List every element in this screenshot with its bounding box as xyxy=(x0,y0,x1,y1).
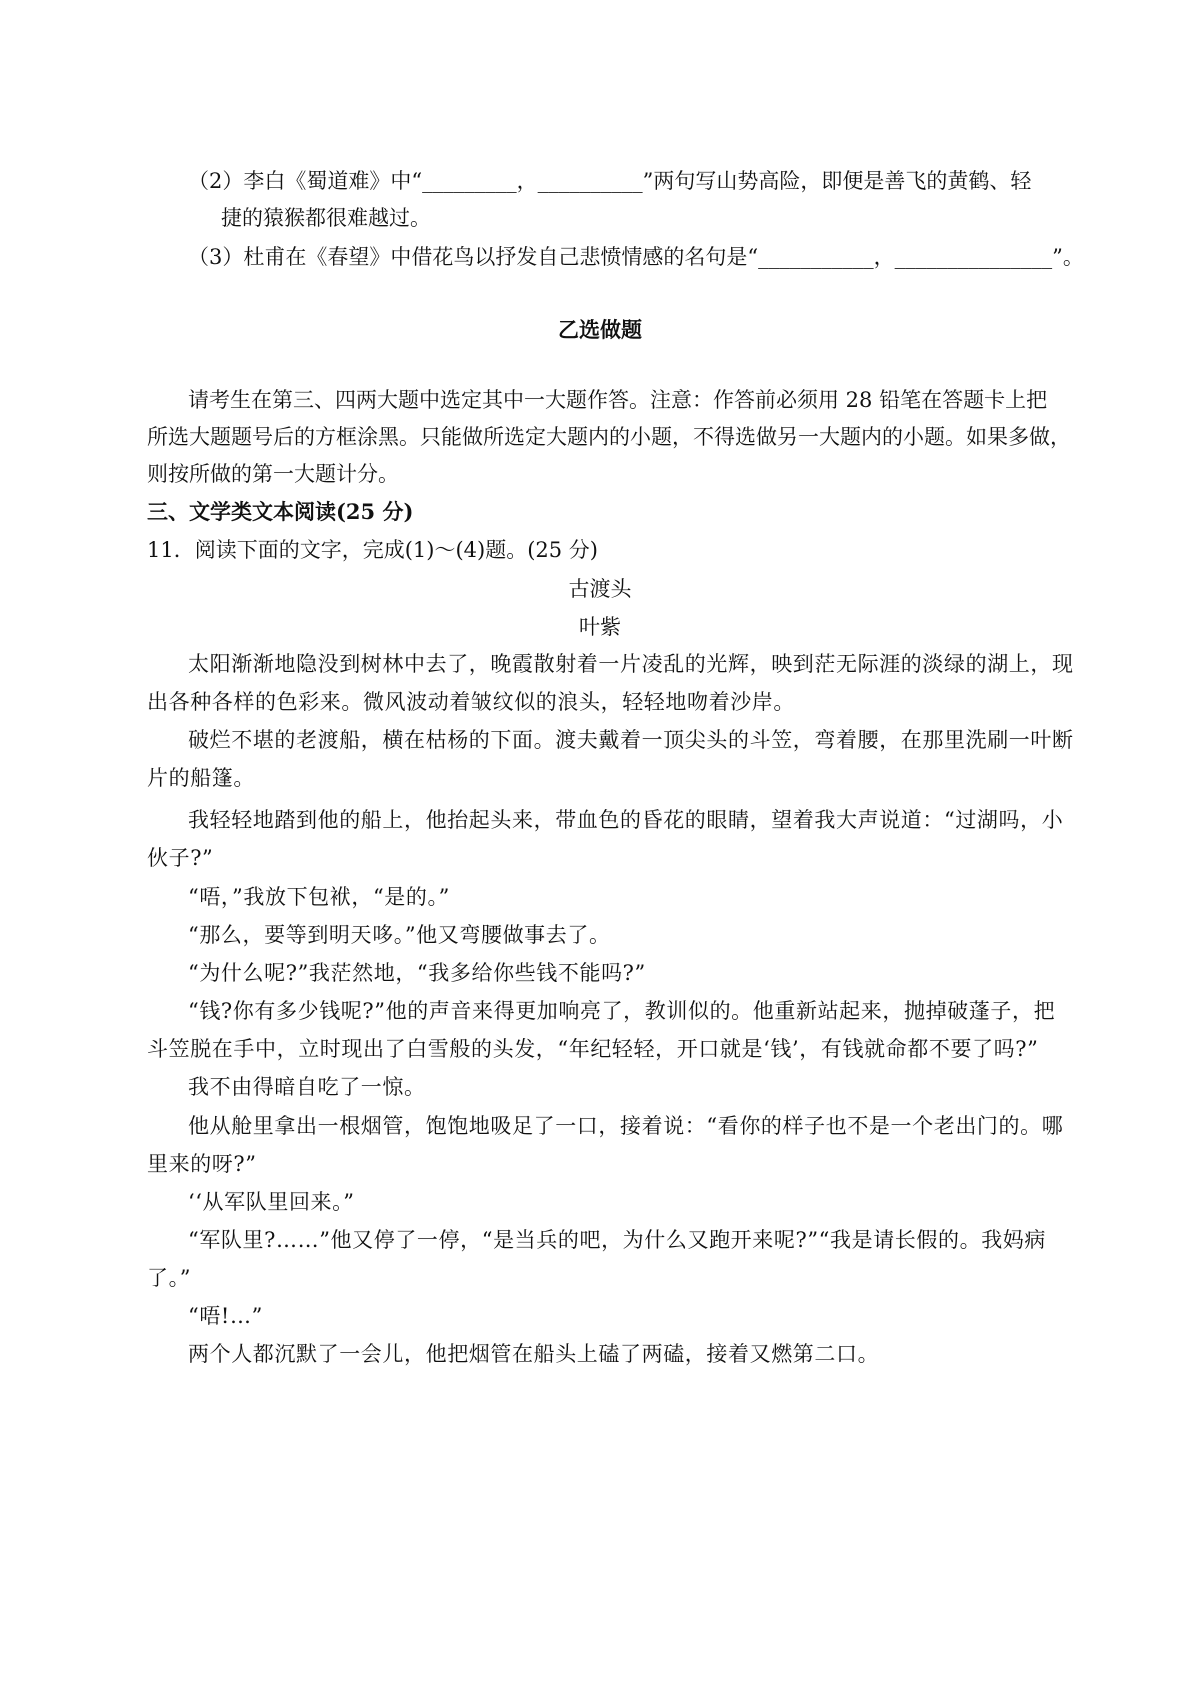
story-paragraph-line: ‘‘从军队里回来。” xyxy=(188,1190,355,1214)
story-paragraph-line: 两个人都沉默了一会儿，他把烟管在船头上磕了两磕，接着又燃第二口。 xyxy=(188,1342,880,1366)
story-paragraph-line: 破烂不堪的老渡船，横在枯杨的下面。渡夫戴着一顶尖头的斗笠，弯着腰，在那里洗刷一叶断 xyxy=(188,728,1074,752)
question-3-line-1: （3）杜甫在《春望》中借花鸟以抒发自己悲愤情感的名句是“___________，_______________”。 xyxy=(188,245,1084,269)
story-author: 叶紫 xyxy=(579,615,621,639)
optional-section-title: 乙选做题 xyxy=(558,317,642,342)
question-2-line-2: 捷的猿猴都很难越过。 xyxy=(221,206,431,230)
instruction-line: 则按所做的第一大题计分。 xyxy=(147,462,399,486)
story-paragraph-line: 斗笠脱在手中，立时现出了白雪般的头发，“年纪轻轻，开口就是‘钱’，有钱就命都不要了吗?” xyxy=(147,1037,1039,1061)
question-2-line-1: （2）李白《蜀道难》中“_________，__________”两句写山势高险，即便是善飞的黄鹤、轻 xyxy=(188,169,1032,193)
instruction-line: 请考生在第三、四两大题中选定其中一大题作答。注意：作答前必须用 28 铅笔在答题卡上把 xyxy=(188,388,1048,412)
story-paragraph-line: “军队里?……”他又停了一停，“是当兵的吧，为什么又跑开来呢?”“我是请长假的。我妈病 xyxy=(188,1228,1046,1252)
story-paragraph-line: “那么，要等到明天哆。”他又弯腰做事去了。 xyxy=(188,923,611,947)
story-paragraph-line: 我轻轻地踏到他的船上，他抬起头来，带血色的昏花的眼睛，望着我大声说道：“过湖吗，小 xyxy=(188,808,1064,832)
story-paragraph-line: “为什么呢?”我茫然地，“我多给你些钱不能吗?” xyxy=(188,961,646,985)
story-paragraph-line: 了。” xyxy=(147,1266,192,1290)
story-paragraph-line: 出各种各样的色彩来。微风波动着皱纹似的浪头，轻轻地吻着沙岸。 xyxy=(147,690,795,714)
section-3-heading: 三、文学类文本阅读(25 分) xyxy=(147,499,414,524)
question-11-prompt: 11．阅读下面的文字，完成(1)～(4)题。(25 分) xyxy=(147,538,598,562)
story-paragraph-line: 伙子?” xyxy=(147,846,214,870)
story-paragraph-line: 太阳渐渐地隐没到树林中去了，晚霞散射着一片凌乱的光辉，映到茫无际涯的淡绿的湖上，现 xyxy=(188,652,1074,676)
story-paragraph-line: “唔，”我放下包袱，“是的。” xyxy=(188,885,450,909)
story-paragraph-line: 片的船篷。 xyxy=(147,766,255,790)
story-paragraph-line: “唔!…” xyxy=(188,1304,263,1328)
story-paragraph-line: 我不由得暗自吃了一惊。 xyxy=(188,1075,426,1099)
story-title: 古渡头 xyxy=(568,577,632,601)
story-paragraph-line: 里来的呀?” xyxy=(147,1152,257,1176)
story-paragraph-line: 他从舱里拿出一根烟管，饱饱地吸足了一口，接着说：“看你的样子也不是一个老出门的。哪 xyxy=(188,1114,1064,1138)
story-paragraph-line: “钱?你有多少钱呢?”他的声音来得更加响亮了，教训似的。他重新站起来，抛掉破蓬子，把 xyxy=(188,999,1056,1023)
instruction-line: 所选大题题号后的方框涂黑。只能做所选定大题内的小题，不得选做另一大题内的小题。如果多做， xyxy=(147,425,1071,449)
